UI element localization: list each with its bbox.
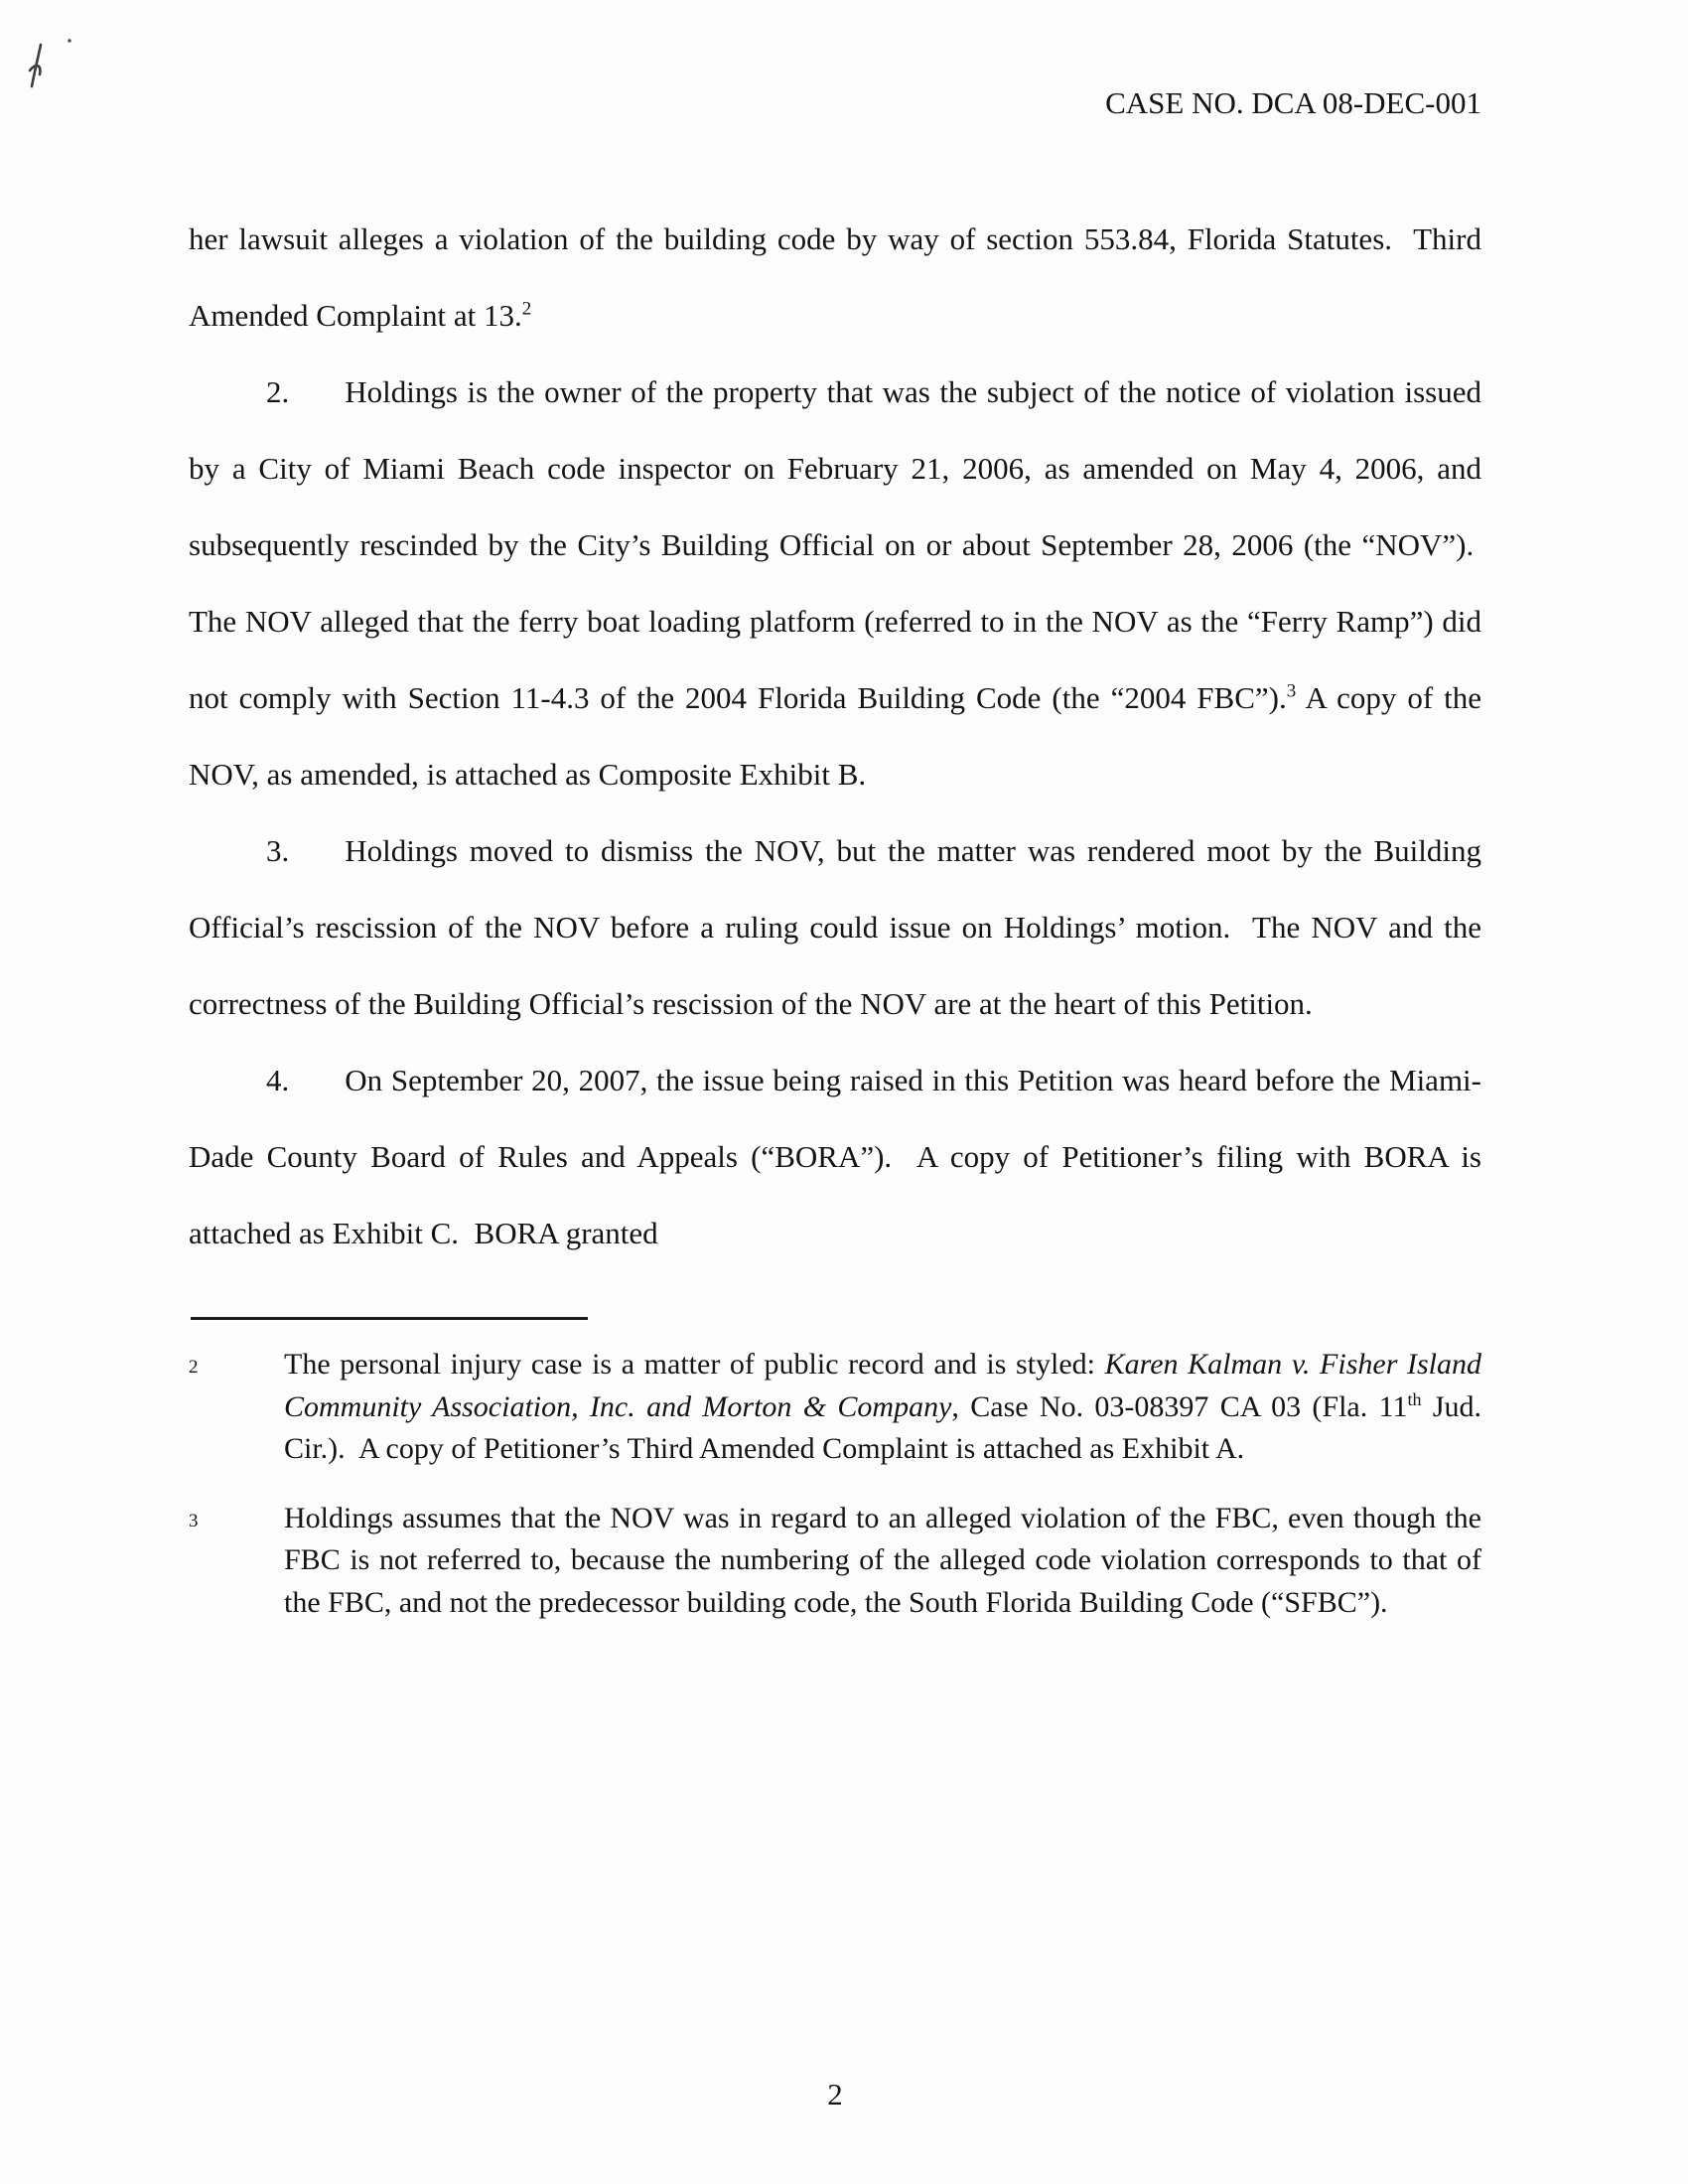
case-number: CASE NO. DCA 08-DEC-001 — [1105, 85, 1481, 120]
paragraph-number: 3. — [266, 833, 290, 868]
paragraph-number: 4. — [266, 1063, 290, 1097]
footnote-text-part: The personal injury case is a matter of public record and is styled: — [284, 1348, 1105, 1381]
paragraph-2 — [189, 354, 1481, 812]
ordinal-superscript: th — [1407, 1388, 1422, 1409]
handwritten-ink-mark — [26, 36, 77, 93]
footnote-3 — [189, 1498, 1481, 1625]
paragraph-3 — [189, 812, 1481, 1042]
paragraph-text: On September 20, 2007, the issue being raised in this Petition was heard before the Miami-Dade County Board of Rules and Appeals (“BORA”). A copy of Petitioner’s filing with BORA is attached as Exhibit C. BORA granted — [189, 1063, 1481, 1250]
footnote-number: 2 — [189, 1357, 199, 1378]
footnote-separator — [191, 1317, 588, 1320]
footnote-reference-3: 3 — [1286, 680, 1297, 702]
case-citation: Karen Kalman v. Fisher Island Community Association, Inc. and Morton & Company — [284, 1348, 1481, 1423]
paragraph-continuation — [189, 201, 1481, 354]
footnote-2 — [189, 1344, 1481, 1471]
footnote-reference-2: 2 — [521, 298, 532, 320]
paragraph-text: Holdings moved to dismiss the NOV, but the matter was rendered moot by the Building Official’s rescission of the NOV before a ruling could issue on Holdings’ motion. The NOV and the correctness of the Building Official’s rescission of the NOV are at the heart of this Petition. — [189, 833, 1481, 1021]
paragraph-number: 2. — [266, 374, 290, 409]
footnote-text — [284, 1344, 1481, 1471]
footnote-text — [284, 1498, 1481, 1625]
page-number: 2 — [827, 2077, 843, 2111]
paragraph-4 — [189, 1042, 1481, 1271]
footnote-number: 3 — [189, 1510, 199, 1531]
footnote-section — [189, 1317, 1481, 1624]
paragraph-text: A copy of the NOV, as amended, is attached as Composite Exhibit B. — [189, 680, 1481, 792]
paragraph-text: Holdings is the owner of the property that was the subject of the notice of violation issued by a City of Miami Beach code inspector on February 21, 2006, as amended on May 4, 2006, and subsequently rescinded by the City’s Building Official on or about September 28, 2006 (the “NOV”). The NOV alleged that the ferry boat loading platform (referred to in the NOV as the “Ferry Ramp”) did not comply with Section 11-4.3 of the 2004 Florida Building Code (the “2004 FBC”). — [189, 374, 1481, 715]
footnote-text-part: Holdings assumes that the NOV was in regard to an alleged violation of the FBC, even though the FBC is not referred to, because the numbering of the alleged code violation corresponds to that of the FBC, and not the predecessor building code, the South Florida Building Code (“SFBC”). — [284, 1501, 1481, 1619]
paragraph-text: her lawsuit alleges a violation of the building code by way of section 553.84, Florida Statutes. Third Amended Complaint at 13. — [189, 221, 1481, 333]
footnote-text-part: Jud. Cir.). A copy of Petitioner’s Third Amended Complaint is attached as Exhibit A. — [284, 1389, 1481, 1465]
document-body — [189, 201, 1481, 1271]
footnote-text-part: , Case No. 03-08397 CA 03 (Fla. 11 — [951, 1389, 1408, 1423]
